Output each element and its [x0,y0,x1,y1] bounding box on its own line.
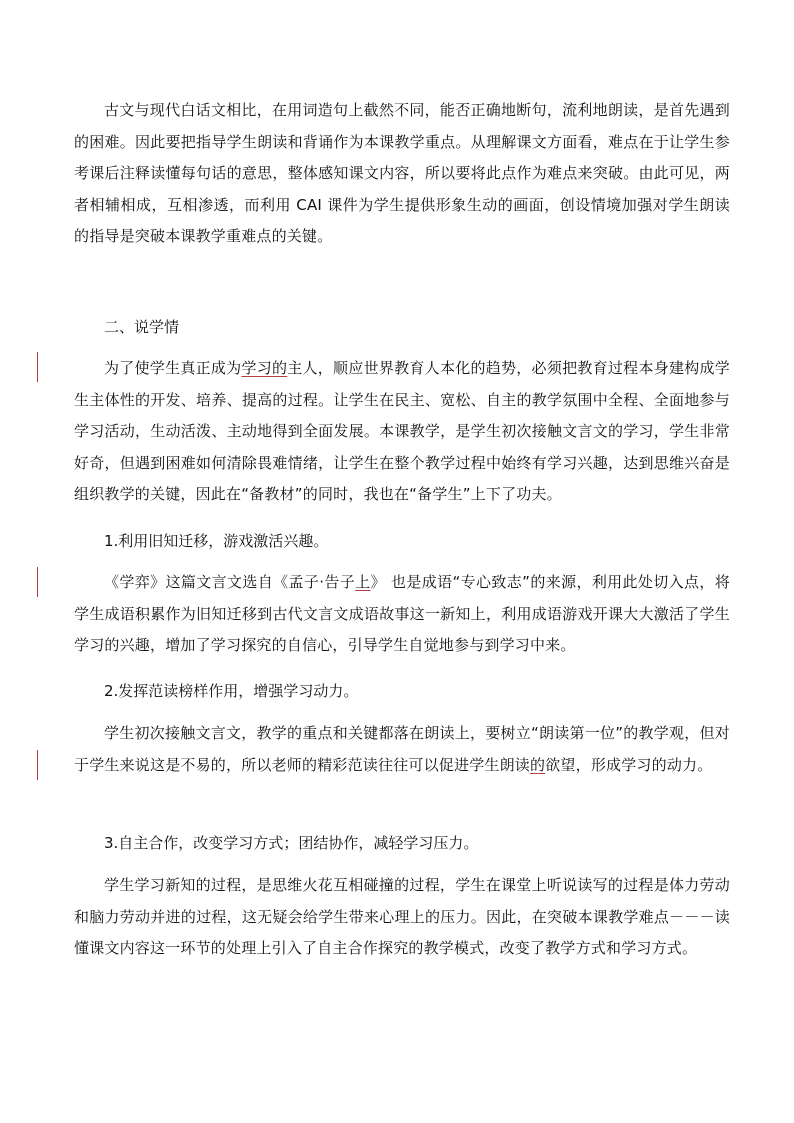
text-run: 》 也是成语“专心致志”的来源，利用此处切入点，将学生成语积累作为旧知迁移到古代文言文成语故事这一新知上，利用成语游戏开课大大激活了学生学习的兴趣，增加了学习探究的自信心，引导学生自觉地参与到学习中来。 [74,573,731,654]
revision-mark [37,750,38,780]
revision-mark [37,567,38,597]
revision-mark [37,352,38,382]
text-run: 《学弈》这篇文言文选自《孟子·告子 [104,573,356,591]
item-heading-1: 1.利用旧知迁移，游戏激活兴趣。 [104,532,329,550]
paragraph-difficulty: 古文与现代白话文相比，在用词造句上截然不同，能否正确地断句，流利地朗读，是首先遇到的困难。因此要把指导学生朗读和背诵作为本课教学重点。从理解课文方面看，难点在于让学生参考课后注释读懂每句话的意思，整体感知课文内容，所以要将此点作为难点来突破。由此可见，两者相辅相成，互相渗透，而利用 CAI 课件为学生提供形象生动的画面，创设情境加强对学生朗读的指导是突破本课教学重难点的关键。 [74,101,730,245]
item-heading-3: 3.自主合作，改变学习方式；团结协作，减轻学习压力。 [104,834,479,852]
section-heading-student-analysis: 二、说学情 [104,318,180,336]
paragraph-item-1 [74,567,730,662]
text-run: 学生初次接触文言文，教学的重点和关键都落在朗读上，要树立“朗读第一位”的教学观，但对于学生来说这是不易的，所以老师的精彩范读往往可以促进学生朗读 [74,724,730,774]
text-run: 主人，顺应世界教育人本化的趋势，必须把教育过程本身建构成学生主体性的开发、培养、提高的过程。让学生在民主、宽松、自主的教学氛围中全程、全面地参与学习活动，生动活泼、主动地得到全面发展。本课教学，是学生初次接触文言文的学习，学生非常好奇，但遇到困难如何清除畏难情绪，让学生在整个教学过程中始终有学习兴趣，达到思维兴奋是组织教学的关键，因此在“备教材”的同时，我也在“备学生”上下了功夫。 [74,359,730,503]
text-run: 为了使学生真正成为 [104,359,242,377]
text-run: 欲望，形成学习的动力。 [545,755,713,774]
paragraph-student-analysis [74,353,730,511]
revised-text: 学习的 [241,359,288,377]
revised-text: 的 [530,755,546,774]
paragraph-item-3: 学生学习新知的过程，是思维火花互相碰撞的过程，学生在课堂上听说读写的过程是体力劳动和脑力劳动并进的过程，这无疑会给学生带来心理上的压力。因此，在突破本课教学难点－－－读懂课文内容这一环节的处理上引入了自主合作探究的教学模式，改变了教学方式和学习方式。 [74,876,730,957]
item-heading-2: 2.发挥范读榜样作用，增强学习动力。 [104,682,359,700]
paragraph-item-2 [74,718,730,781]
revised-text: 上 [355,573,371,591]
